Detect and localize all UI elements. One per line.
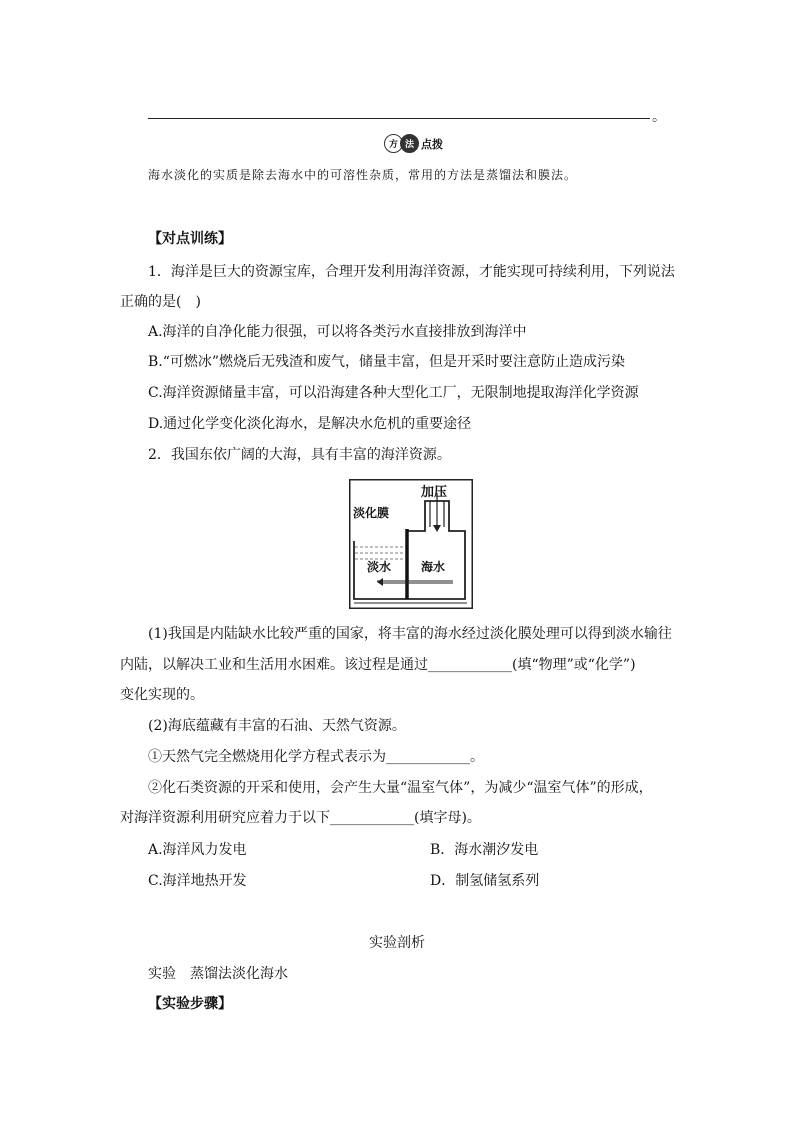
desalination-diagram <box>349 479 473 609</box>
q2-part2-sub2-line2: 对海洋资源利用研究应着力于以下____________(填字母)。 <box>120 810 481 826</box>
label-pressure: 加压 <box>421 485 448 500</box>
section-title: 实验剖析 <box>369 935 425 951</box>
training-header: 【对点训练】 <box>148 231 232 247</box>
q2-option-c: C.海洋地热开发 <box>148 873 247 889</box>
experiment-title: 实验 蒸馏法淡化海水 <box>148 966 288 982</box>
answer-blank-line <box>148 118 650 119</box>
method-tip-word: 点拨 <box>421 137 443 151</box>
label-fresh-water: 淡水 <box>367 560 392 574</box>
diagram-frame <box>350 480 473 609</box>
method-tip-note: 海水淡化的实质是除去海水中的可溶性杂质，常用的方法是蒸馏法和膜法。 <box>148 168 578 182</box>
q1-option-b: B.“可燃冰”燃烧后无残渣和废气，储量丰富，但是开采时要注意防止造成污染 <box>148 354 626 370</box>
q1-stem-line1: 1．海洋是巨大的资源宝库，合理开发利用海洋资源，才能实现可持续利用，下列说法 <box>148 264 675 280</box>
q2-stem: 2．我国东依广阔的大海，具有丰富的海洋资源。 <box>148 447 451 463</box>
label-sea-water: 海水 <box>421 560 446 574</box>
q1-option-d: D.通过化学变化淡化海水，是解决水危机的重要途径 <box>148 416 472 432</box>
method-badge-icon-2: 法 <box>400 134 419 153</box>
q2-part1-line1: (1)我国是内陆缺水比较严重的国家，将丰富的海水经过淡化膜处理可以得到淡水输往 <box>148 626 672 642</box>
q2-part1-line3: 变化实现的。 <box>120 687 204 703</box>
label-membrane: 淡化膜 <box>353 506 390 520</box>
q2-option-d: D．制氢储氢系列 <box>430 873 540 889</box>
q1-stem-line2: 正确的是( ) <box>120 294 201 310</box>
q2-part2-sub1: ①天然气完全燃烧用化学方程式表示为____________。 <box>148 749 484 765</box>
q2-option-b: B．海水潮汐发电 <box>430 842 539 858</box>
q2-part1-line2: 内陆，以解决工业和生活用水困难。该过程是通过____________(填“物理”或“化学”) <box>120 657 636 673</box>
q2-part2-sub2-line1: ②化石类资源的开采和使用，会产生大量“温室气体”，为减少“温室气体”的形成， <box>148 780 653 796</box>
method-tip-heading <box>384 134 443 153</box>
experiment-steps-header: 【实验步骤】 <box>148 996 232 1012</box>
method-badge-icon: 方 <box>384 134 403 153</box>
q2-part2: (2)海底蕴藏有丰富的石油、天然气资源。 <box>148 718 406 734</box>
q2-option-a: A.海洋风力发电 <box>148 842 247 858</box>
answer-line-period: 。 <box>652 109 666 125</box>
q1-option-c: C.海洋资源储量丰富，可以沿海建各种大型化工厂，无限制地提取海洋化学资源 <box>148 385 639 401</box>
q1-option-a: A.海洋的自净化能力很强，可以将各类污水直接排放到海洋中 <box>148 324 527 340</box>
